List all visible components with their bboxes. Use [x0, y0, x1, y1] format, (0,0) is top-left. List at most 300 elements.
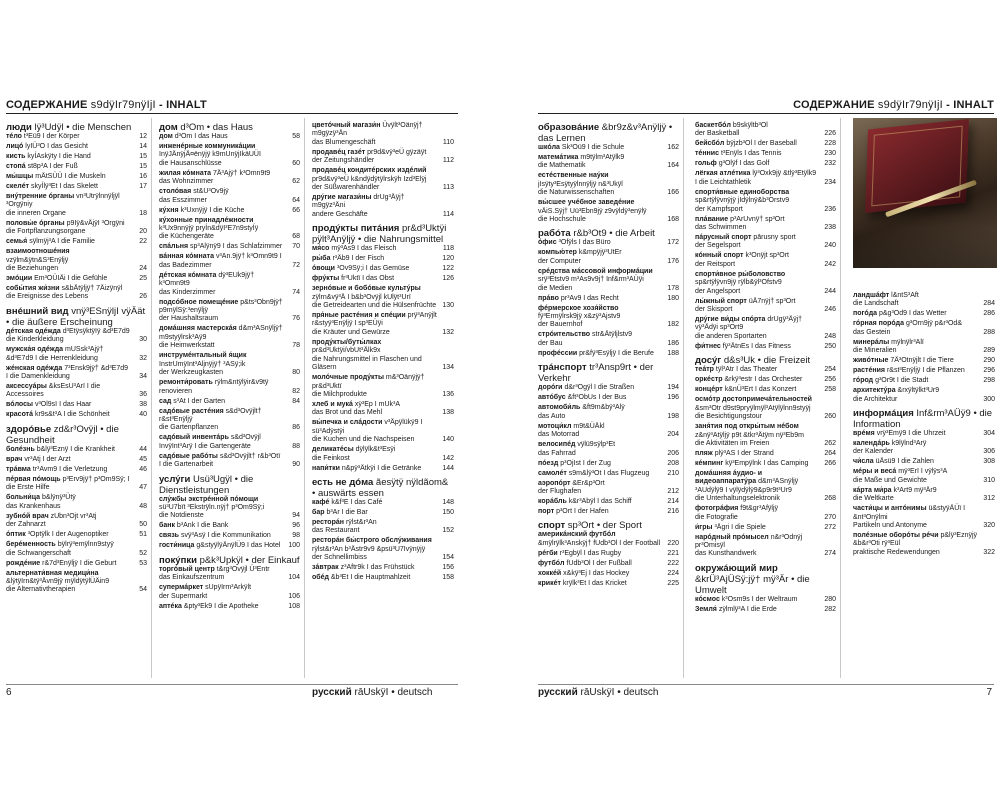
entry-text: [159, 243, 286, 251]
entry-ru: кисть: [6, 153, 26, 160]
section-title-translit: &br9z&v³Anÿljÿ: [601, 122, 667, 133]
entry-text: [538, 144, 665, 152]
entry-ru: порт: [538, 507, 555, 515]
entry-page: 176: [667, 257, 679, 265]
toc-entry: [312, 339, 454, 373]
entry-ru: кóнный спорт: [695, 252, 744, 260]
entry-page: 46: [139, 465, 147, 473]
entry-text: [159, 188, 286, 205]
entry-text: [159, 398, 286, 406]
entry-page: 32: [139, 354, 147, 362]
toc-section: [538, 362, 679, 516]
entry-text: [695, 505, 822, 522]
entry-page: 51: [139, 531, 147, 539]
toc-entry: [538, 268, 679, 293]
entry-page: 68: [292, 233, 300, 241]
entry-text: [312, 537, 440, 562]
entry-text: [695, 396, 822, 421]
entry-page: 320: [983, 522, 995, 530]
entry-ru: супермáркет: [159, 584, 204, 592]
entry-german: die inneren Organe: [6, 209, 66, 217]
entry-ru: фи́тнес: [695, 342, 721, 350]
entry-text: [6, 133, 133, 141]
entry-translit: st&U³Ov9jÿ: [193, 188, 229, 196]
entry-page: 154: [442, 554, 454, 562]
footer-translit: rāUskÿI: [580, 687, 615, 698]
entry-ru: полéзные оборóты рéчи: [853, 532, 939, 540]
entry-text: [853, 320, 981, 337]
entry-ru: части́цы и антóнимы: [853, 505, 927, 513]
entry-text: [312, 419, 440, 444]
entry-translit: z³Aftr9k I das Frühstück: [340, 564, 415, 572]
section-title: [159, 122, 300, 133]
entry-ru: лицó: [6, 143, 24, 150]
entry-page: 80: [292, 369, 300, 377]
entry-ru: компью́тер: [538, 249, 577, 257]
toc-entry: [538, 460, 679, 468]
section-title-ru: есть не дóма: [312, 476, 374, 488]
section-title: [6, 122, 147, 133]
entry-ru: садóвый инвентáрь: [159, 434, 229, 442]
entry-page: 224: [667, 569, 679, 577]
section-title-ru: рабóта: [538, 228, 571, 240]
entry-ru: спорти́вное ры́боловство: [695, 270, 786, 278]
entry-translit: m&³Oänÿjÿ† pr&d³Uktï: [312, 374, 425, 390]
entry-translit: s&bÄtÿljÿ† 7Äizÿnÿl: [61, 285, 123, 293]
toc-entry: [695, 470, 836, 504]
entry-text: [538, 470, 665, 478]
entry-ru: собы́тия жи́зни: [6, 285, 60, 293]
entry-page: 264: [824, 449, 836, 457]
toc-entry: [538, 239, 679, 247]
entry-ru: мéры и весá: [853, 468, 897, 476]
entry-translit: tr³Avm9 I die Verletzung: [32, 465, 108, 473]
entry-page: 242: [824, 260, 836, 268]
section-title-translit: pr&d³Uktÿi pÿlt³Anÿljÿ: [312, 223, 447, 246]
entry-german: der Segelsport: [695, 242, 741, 250]
entry-translit: pārusny sport: [753, 234, 796, 242]
entry-ru: мотоци́кл: [538, 422, 572, 430]
entry-page: 206: [667, 449, 679, 457]
entry-page: 156: [442, 564, 454, 572]
entry-ru: гóрод: [853, 377, 874, 385]
entry-text: [6, 531, 133, 539]
entry-translit: rÿlm&ntÿlÿir&v9tÿ: [214, 379, 269, 387]
section-title: [159, 555, 300, 566]
entry-ru: жилая кóмната: [159, 169, 212, 177]
entry-ru: матемáтика: [538, 154, 579, 161]
entry-translit: t&rg³Ovÿjl Ü³Entr: [216, 565, 270, 573]
entry-text: [538, 172, 665, 197]
header-ru: СОДЕРЖАНИЕ: [6, 99, 88, 111]
section-title-de: • die Menschen: [66, 122, 132, 133]
entry-german: das Kinderzimmer: [159, 288, 216, 296]
entry-text: [853, 292, 981, 309]
entry-ru: кóсмос: [695, 595, 720, 603]
entry-text: [538, 154, 665, 171]
toc-entry: [853, 367, 995, 375]
toc-entry: [538, 199, 679, 224]
entry-ru: бар: [312, 508, 325, 516]
toc-entry: [6, 466, 147, 474]
toc-entry: [159, 299, 300, 324]
entry-text: [538, 384, 665, 392]
toc-entry: [312, 285, 454, 310]
toc-entry: [538, 384, 679, 392]
toc-entry: [6, 560, 147, 568]
entry-page: 62: [292, 178, 300, 186]
entry-translit: &ksEsU³Arï I die Accessoires: [6, 383, 101, 399]
entry-page: 312: [983, 495, 995, 503]
entry-page: 182: [667, 321, 679, 329]
entry-text: [538, 239, 665, 247]
entry-page: 178: [667, 284, 679, 292]
entry-translit: kr9s&t³A I die Schönheit: [34, 411, 110, 419]
entry-ru: спáльня: [159, 243, 189, 251]
entry-translit: p³Ort I der Hafen: [556, 507, 609, 515]
section-title: [6, 306, 147, 328]
entry-german: das Krankenhaus: [6, 502, 61, 510]
entry-text: [6, 328, 133, 345]
toc-entry: [6, 446, 147, 454]
toc-entry: [6, 383, 147, 400]
section-title: [538, 228, 679, 239]
entry-translit: str&Ätÿljlstv9: [592, 331, 633, 339]
entry-page: 250: [824, 342, 836, 350]
entry-page: 70: [292, 243, 300, 251]
entry-text: [159, 496, 286, 521]
entry-translit: svÿ³Asÿ I die Kommunikation: [180, 532, 271, 540]
entry-ru: половы́е óрганы: [6, 219, 65, 227]
entry-translit: 7³Ensk9jÿ† &d³E7d9 I die Damenkleidung: [6, 364, 129, 381]
entry-translit: plÿ³AS I der Strand: [714, 449, 774, 457]
toc-entry: [853, 357, 995, 365]
toc-entry: [538, 172, 679, 197]
entry-translit: d&m³ASnÿljÿ ³AUdÿlÿ9 I vÿlÿdÿlÿ9&p9r9t³Ur9: [695, 478, 799, 494]
toc-section: [538, 228, 679, 358]
entry-ru: домáшняя áудио- и видеоаппаратýра: [695, 469, 763, 486]
entry-german: die Alternativtherapien: [6, 586, 76, 594]
entry-page: 108: [288, 602, 300, 610]
entry-page: 246: [824, 306, 836, 314]
entry-page: 228: [824, 140, 836, 148]
entry-translit: sü³U7bït ³Ekstrÿln.nÿj† p³Om9Sÿ;i: [159, 503, 265, 511]
entry-ru: футбóл: [538, 559, 565, 567]
entry-translit: ³Ofÿls I das Büro: [558, 239, 611, 247]
entry-translit: &b³Et I die Hauptmahlzeit: [330, 574, 411, 582]
toc-section: [159, 122, 300, 470]
entry-translit: x&kÿ³Ej I das Hockey: [563, 569, 630, 577]
footer-rule: [538, 684, 994, 685]
entry-text: [159, 522, 286, 530]
entry-translit: v³Ol9sï I das Haar: [34, 401, 92, 409]
entry-ru: ры́ба: [312, 255, 331, 263]
entry-translit: z&nÿ³Atÿljÿ p9t &tkr³Ätÿm nÿ³Eb9m: [695, 431, 804, 439]
entry-text: [695, 524, 822, 532]
entry-translit: mÿ³As9 I das Fleisch: [331, 245, 397, 253]
entry-ru: кафé: [312, 498, 330, 506]
entry-page: 172: [667, 239, 679, 247]
entry-page: 288: [983, 328, 995, 336]
entry-german: die Kuchen und die Nachspeisen: [312, 436, 415, 444]
entry-page: 142: [442, 454, 454, 462]
toc-entry: [159, 522, 300, 530]
entry-page: 86: [292, 424, 300, 432]
toc-entry: [159, 207, 300, 215]
entry-page: 90: [292, 461, 300, 469]
entry-page: 76: [292, 315, 300, 323]
footer-rule: [6, 684, 458, 685]
entry-text: [312, 265, 440, 273]
entry-text: [6, 173, 133, 181]
entry-page: 212: [667, 487, 679, 495]
entry-german: der Bau: [538, 339, 563, 347]
entry-text: [538, 550, 665, 558]
entry-ru: вáнная кóмната: [159, 253, 214, 261]
entry-text: [6, 220, 133, 237]
entry-translit: sUpÿIrm³Arkÿlt: [205, 584, 252, 592]
entry-german: die Mathematik: [538, 162, 586, 170]
entry-ru: трáвма: [6, 465, 31, 473]
entry-text: [6, 346, 133, 363]
entry-ru: гóрная порóда: [853, 320, 905, 328]
entry-german: die Getreidearten und die Hülsenfrüchte: [312, 302, 437, 310]
toc-entry: [853, 468, 995, 485]
entry-text: [312, 285, 440, 310]
entry-text: [695, 252, 822, 269]
entry-text: [312, 167, 440, 192]
entry-ru: ресторáн бы́строго обслу́живания: [312, 537, 432, 545]
entry-ru: пéрвая пóмощь: [6, 475, 61, 483]
entry-text: [159, 217, 286, 242]
toc-entry: [853, 532, 995, 557]
section-title-ru: здорóвье: [6, 423, 52, 435]
entry-ru: банк: [159, 522, 175, 530]
entry-translit: üÄsü9 I die Zahlen: [875, 458, 934, 466]
entry-german: die Fortpflanzungsorgane: [6, 228, 86, 236]
section-title-de: • der Verkehr: [538, 362, 654, 385]
toc-entry: [538, 470, 679, 478]
entry-text: [159, 434, 286, 451]
entry-ru: погóда: [853, 310, 878, 318]
toc-entry: [538, 580, 679, 588]
entry-ru: стрóительство: [538, 331, 591, 339]
entry-ru: внýтренние óрганы: [6, 193, 75, 200]
entry-translit: pr9d&vÿ³eÜ gÿzäÿt: [367, 148, 427, 156]
entry-text: [159, 170, 286, 187]
toc-entry: [6, 275, 147, 283]
entry-ru: ландшáфт: [853, 292, 890, 299]
toc-entry: [695, 450, 836, 458]
entry-ru: инструмéнтальный я́щик: [159, 352, 247, 360]
entry-text: [853, 357, 981, 365]
entry-ru: кéмпинг: [695, 459, 724, 467]
entry-page: 136: [442, 390, 454, 398]
entry-translit: mÿ³Erï I vÿlÿs³A: [898, 468, 948, 476]
entry-page: 45: [139, 455, 147, 463]
entry-page: 126: [442, 275, 454, 283]
entry-ru: инженéрные коммуникáции: [159, 143, 256, 150]
entry-translit: k&f³E I das Café: [331, 498, 383, 506]
toc-entry: [853, 387, 995, 404]
entry-translit: vÄiS.Sÿj† Uü³Ebn9jÿ z9vÿldÿ³enÿlÿ: [538, 207, 647, 215]
toc-entry: [853, 440, 995, 457]
entry-ru: тéннис: [695, 150, 719, 158]
section-title-de: • die Dienstleistungen: [159, 473, 254, 496]
entry-ru: врéмя: [853, 430, 875, 438]
entry-text: [312, 275, 440, 283]
toc-entry: [312, 465, 454, 473]
entry-page: 284: [983, 300, 995, 308]
entry-page: 122: [442, 265, 454, 273]
entry-text: [312, 374, 440, 399]
entry-ru: вóлосы: [6, 401, 33, 409]
entry-text: [159, 584, 286, 601]
entry-german: das Brot und das Mehl: [312, 409, 383, 417]
toc-section: [6, 122, 147, 302]
toc-section: [538, 122, 679, 224]
entry-ru: больни́ца: [6, 494, 40, 502]
entry-german: die Architektur: [853, 395, 898, 403]
entry-translit: &rxÿltÿlkt³Ur9: [897, 387, 940, 395]
entry-page: 198: [667, 412, 679, 420]
entry-ru: велосипéд: [538, 441, 576, 449]
entry-text: [6, 193, 133, 218]
entry-translit: srÿ³Etstv9 m³As9v9j† Inf&rm³AÜÿi: [538, 276, 644, 284]
entry-text: [6, 456, 133, 464]
entry-page: 113: [442, 184, 454, 192]
toc-entry: [6, 328, 147, 345]
entry-page: 130: [442, 302, 454, 310]
entry-ru: оркéстр: [695, 376, 723, 384]
entry-german: der Bauernhof: [538, 321, 583, 329]
entry-ru: прáво: [538, 294, 559, 302]
toc-entry: [6, 476, 147, 493]
entry-text: [538, 331, 665, 348]
toc-entry: [695, 160, 836, 168]
entry-page: 280: [824, 595, 836, 603]
entry-text: [159, 272, 286, 297]
entry-ru: аптéка: [159, 602, 182, 610]
section-title-ru: продýкты питáния: [312, 223, 400, 235]
entry-translit: b&lÿ³Eznÿ I die Krankheit: [36, 445, 115, 453]
toc-entry: [6, 173, 147, 181]
entry-ru: пляж: [695, 449, 713, 457]
toc-entry: [6, 163, 147, 171]
entry-text: [695, 160, 822, 168]
entry-ru: хлеб и мукá: [312, 400, 353, 408]
entry-ru: дорóги: [538, 384, 563, 392]
entry-text: [159, 566, 286, 583]
section-title-translit: p&k³Upkÿl: [199, 554, 243, 566]
entry-page: 138: [442, 409, 454, 417]
entry-translit: d&m³ASnÿljÿ† m9styÿlrsk³Aÿ9: [159, 325, 283, 341]
entry-ru: осмóтр достопримечáтельностей: [695, 396, 812, 404]
entry-page: 106: [288, 592, 300, 600]
entry-text: [695, 189, 822, 214]
entry-german: der Reitsport: [695, 260, 736, 268]
toc-entry: [695, 170, 836, 187]
entry-text: [853, 339, 981, 356]
footer-de: • deutsch: [391, 687, 433, 698]
entry-german: die Medien: [538, 284, 573, 292]
entry-translit: k³Osm9s I der Weltraum: [721, 595, 798, 603]
toc-entry: [6, 193, 147, 218]
entry-translit: p9Iÿ&vÄjÿI ³Orgÿni: [66, 219, 125, 227]
entry-translit: vr³Atj I der Arzt: [24, 455, 71, 463]
entry-text: [538, 350, 665, 358]
entry-translit: p³Erv9jÿ† p³Om9Sÿ; I die Erste Hilfe: [6, 475, 130, 492]
footer-language: [312, 687, 433, 698]
entry-translit: kyÍAskÿty I die Hand: [27, 153, 91, 160]
entry-translit: &lÿtÿIrn&tÿ³Ävn9jÿ mÿldÿtÿlÜÄin9: [6, 577, 110, 585]
toc-section: [853, 292, 995, 404]
section-title-de: • das Lernen: [538, 122, 673, 144]
entry-german: die Fotografie: [695, 513, 738, 521]
entry-page: 140: [442, 436, 454, 444]
entry-translit: b³Ar I die Bar: [326, 508, 368, 516]
entry-page: 290: [983, 357, 995, 365]
entry-page: 15: [139, 153, 147, 160]
toc-section: [853, 408, 995, 557]
entry-ru: подсóбное помещéние: [159, 298, 239, 306]
toc-section: [695, 122, 836, 351]
entry-page: 274: [824, 550, 836, 558]
entry-german: die Nahrungsmittel in Flaschen und Gläsern: [312, 355, 422, 372]
toc-entry: [159, 253, 300, 270]
entry-ru: взаимоотношéния: [6, 248, 70, 256]
section-title-ru: трáнспорт: [538, 362, 587, 374]
entry-german: die Mineralien: [853, 347, 897, 355]
toc-entry: [6, 220, 147, 237]
entry-page: 289: [983, 347, 995, 355]
entry-translit: st8p³A I der Fuß: [27, 163, 78, 170]
entry-text: [312, 446, 440, 463]
entry-text: [538, 460, 665, 468]
entry-german: der Schnellimbiss: [312, 554, 367, 562]
toc-entry: [159, 379, 300, 396]
book-and-pen-photo: [853, 118, 997, 268]
entry-ru: аксессуáры: [6, 383, 47, 391]
entry-ru: жéнская одéжда: [6, 364, 63, 372]
entry-translit: vrÿ³Emÿ9 I die Uhrzeit: [876, 430, 946, 438]
entry-ru: лы́жный спорт: [695, 297, 747, 305]
entry-ru: зáвтрак: [312, 564, 339, 572]
entry-text: [159, 408, 286, 433]
toc-section: [312, 477, 454, 583]
entry-page: 164: [667, 162, 679, 170]
entry-translit: f9t&gr³Afÿljÿ: [740, 505, 779, 513]
toc-column: [853, 288, 999, 678]
entry-german: die Naturwissenschaften: [538, 189, 615, 197]
toc-entry: [695, 376, 836, 384]
entry-page: 82: [292, 387, 300, 395]
entry-german: der Werkzeugkasten: [159, 369, 224, 377]
toc-entry: [159, 352, 300, 377]
entry-german: die Heimwerkstatt: [159, 342, 215, 350]
entry-german: die Unterhaltungselektronik: [695, 495, 780, 503]
entry-translit: sp³Alÿnÿ9 I das Schlafzimmer: [190, 243, 283, 251]
entry-ru: дру́гие ви́ды спóрта: [695, 316, 766, 324]
entry-text: [695, 386, 822, 394]
entry-german: der Zahnarzt: [6, 521, 46, 529]
section-title-translit: d³Om: [180, 122, 205, 133]
section-title-ru: окружáющий мир: [695, 562, 778, 574]
entry-page: 266: [824, 459, 836, 467]
entry-page: 54: [139, 586, 147, 594]
toc-entry: [538, 295, 679, 303]
section-title-translit: Inf&rm³AÜÿ9: [916, 408, 971, 420]
